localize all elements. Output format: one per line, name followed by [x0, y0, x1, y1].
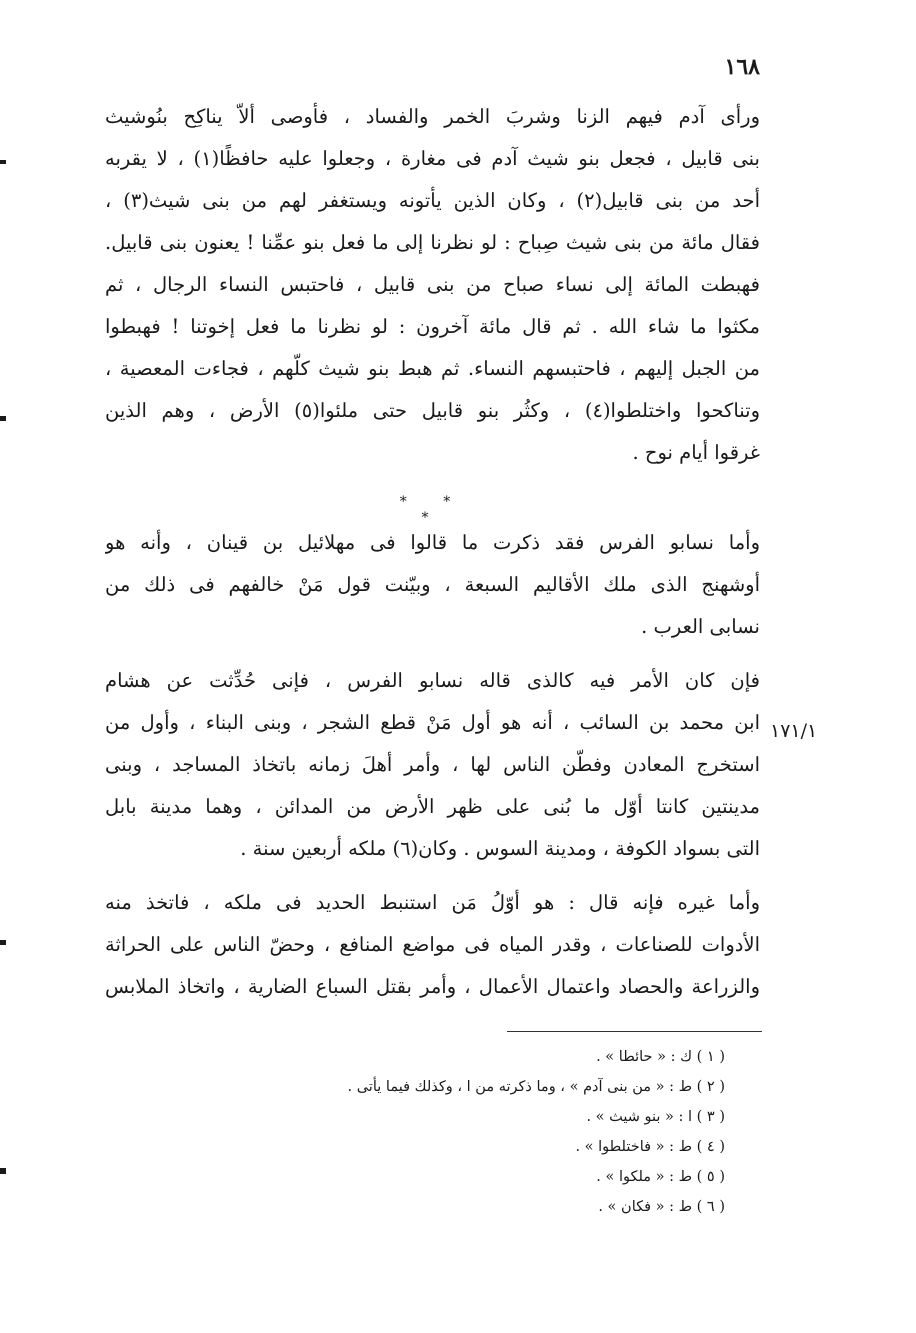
page-number: ١٦٨: [724, 54, 760, 80]
footnote: ( ٣ ) ا : « بنو شيث » .: [586, 1109, 725, 1125]
text-line: وأما نسابو الفرس فقد ذكرت ما قالوا فى مهلائيل بن قينان ، وأنه هو: [105, 531, 760, 554]
text-line: فإن كان الأمر فيه كالذى قاله نسابو الفرس ، فإنى حُدِّثت عن هشام: [105, 669, 760, 692]
text-line: من الجبل إليهم ، فاحتبسهم النساء. ثم هبط بنو شيث كلّهم ، فجاءت المعصية ،: [105, 357, 760, 380]
text-line: ابن محمد بن السائب ، أنه هو أول مَنْ قطع الشجر ، وبنى البناء ، وأول من: [105, 711, 760, 734]
footnote-divider: [507, 1031, 762, 1032]
text-line: غرقوا أيام نوح .: [632, 441, 760, 464]
scan-edge-mark: [0, 160, 6, 164]
paragraph-1: [105, 96, 760, 474]
text-line: مكثوا ما شاء الله . ثم قال مائة آخرون : لو نظرنا ما فعل إخوتنا ! فهبطوا: [105, 315, 760, 338]
text-line: الأدوات للصناعات ، وقدر المياه فى مواضع المنافع ، وحضّ الناس على الحراثة: [105, 933, 760, 956]
section-separator: * * *: [399, 494, 467, 526]
text-line: نسابى العرب .: [641, 615, 760, 638]
text-line: فهبطت المائة إلى نساء صباح من بنى قابيل ، فاحتبس النساء الرجال ، ثم: [105, 273, 760, 296]
text-line: التى بسواد الكوفة ، ومدينة السوس . وكان(٦) ملكه أربعين سنة .: [240, 837, 760, 860]
paragraph-2: [105, 522, 760, 648]
scan-edge-mark: [0, 940, 6, 945]
footnote: ( ٥ ) ط : « ملكوا » .: [596, 1169, 725, 1185]
footnote: ( ٦ ) ط : « فكان » .: [598, 1199, 725, 1215]
scan-edge-mark: [0, 416, 6, 421]
text-line: والزراعة والحصاد واعتمال الأعمال ، وأمر بقتل السباع الضارية ، واتخاذ الملابس: [105, 975, 760, 998]
footnotes: [240, 1042, 725, 1222]
text-line: أحد من بنى قابيل(٢) ، وكان الذين يأتونه ويستغفر لهم من بنى شيث(٣) ،: [105, 189, 760, 212]
footnote: ( ٤ ) ط : « فاختلطوا » .: [575, 1139, 725, 1155]
text-line: مدينتين كانتا أوّل ما بُنى على ظهر الأرض من المدائن ، وهما مدينة بابل: [105, 795, 760, 818]
footnote: ( ٢ ) ط : « من بنى آدم » ، وما ذكرته من ا ، وكذلك فيما يأتى .: [347, 1079, 725, 1095]
scan-edge-mark: [0, 1168, 6, 1174]
paragraph-4: [105, 882, 760, 1008]
text-line: وتناكحوا واختلطوا(٤) ، وكثُر بنو قابيل حتى ملئوا(٥) الأرض ، وهم الذين: [105, 399, 760, 422]
text-line: ورأى آدم فيهم الزنا وشربَ الخمر والفساد ، فأوصى ألاّ يناكِح بنُوشيث: [105, 105, 760, 128]
text-line: أوشهنج الذى ملك الأقاليم السبعة ، وبيّنت قول مَنْ خالفهم فى ذلك من: [105, 573, 760, 596]
margin-reference: ١٧١/١: [770, 720, 818, 742]
footnote: ( ١ ) ك : « حائطا » .: [596, 1049, 725, 1065]
text-line: استخرج المعادن وفطّن الناس لها ، وأمر أهلَ زمانه باتخاذ المساجد ، وبنى: [105, 753, 760, 776]
text-line: وأما غيره فإنه قال : هو أوّلُ مَن استنبط الحديد فى ملكه ، فاتخذ منه: [105, 891, 760, 914]
paragraph-3: [105, 660, 760, 870]
text-line: فقال مائة من بنى شيث صِباح : لو نظرنا إلى ما فعل بنو عمِّنا ! يعنون بنى قابيل.: [105, 231, 760, 254]
text-line: بنى قابيل ، فجعل بنو شيث آدم فى مغارة ، وجعلوا عليه حافظًا(١) ، لا يقربه: [105, 147, 760, 170]
